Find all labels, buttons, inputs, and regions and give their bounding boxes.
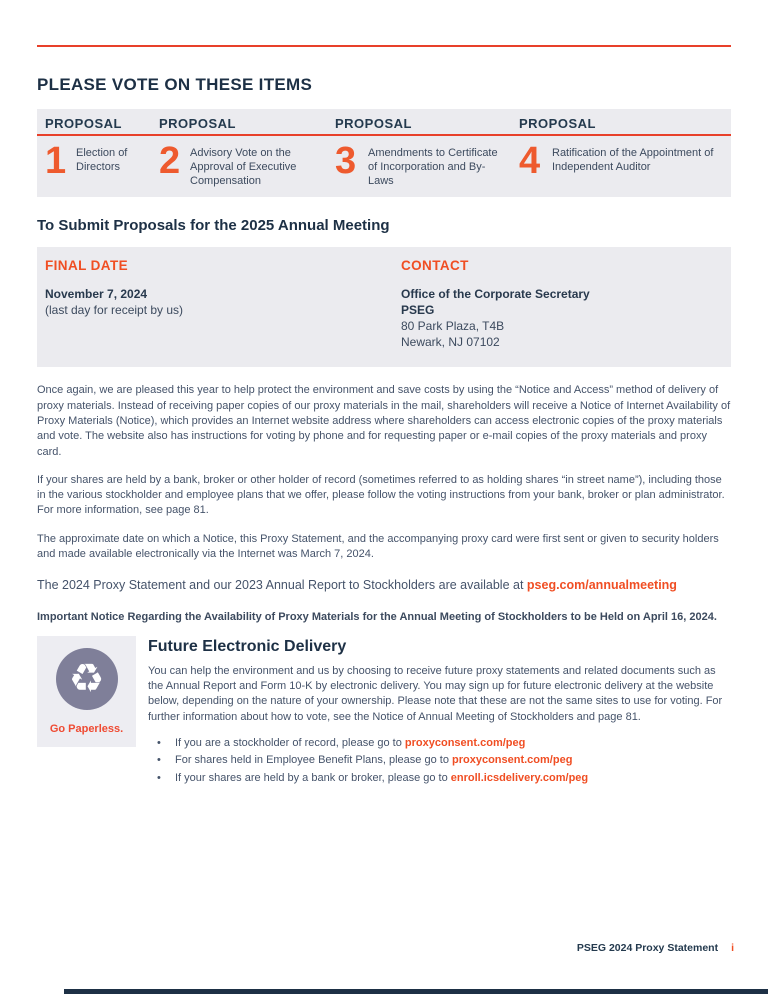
proposal-number: 4 [519,140,541,182]
proposal-number: 2 [159,140,181,182]
bullet-stockholder-of-record: • If you are a stockholder of record, please go to proxyconsent.com/peg [148,735,731,753]
proposals-box [37,109,731,197]
proposal-label: Ratification of the Appointment of Independent Auditor [552,147,714,173]
contact-office-line: Office of the Corporate Secretary [401,287,590,302]
go-paperless-label: Go Paperless. [49,722,124,735]
contact-header: CONTACT [401,258,469,274]
bullet-employee-benefit-plans: • For shares held in Employee Benefit Plans, please go to proxyconsent.com/peg [148,752,731,770]
future-electronic-delivery-content [136,636,731,788]
contact-address-line: 80 Park Plaza, T4B [401,319,505,334]
contact-company-line: PSEG [401,303,435,318]
page-footer [577,942,734,954]
proposals-header-row [37,114,731,136]
contact-column [401,258,731,350]
icsdelivery-link[interactable]: enroll.icsdelivery.com/peg [450,771,589,784]
proposal-column-header: PROPOSAL [159,116,236,131]
submit-info-box [37,247,731,367]
bottom-footer-bar [64,989,768,994]
future-electronic-delivery-title: Future Electronic Delivery [148,637,347,655]
vote-section-title: PLEASE VOTE ON THESE ITEMS [37,75,313,94]
future-electronic-delivery-paragraph: You can help the environment and us by choosing to receive future proxy statements and related documents such as the Annual Report and Form 10-K by electronic delivery. You may sign up for future electronic delivery at the website below, depending on the nature of your ownership. Please note that these are not the same sites to use for voting. For further information about how to vote, see the Notice of Annual Meeting of Stockholders and page 81. [148,664,723,723]
availability-line [37,578,731,592]
proposal-label: Amendments to Certificate of Incorporation and By-Laws [368,147,498,187]
annual-meeting-link[interactable]: pseg.com/annualmeeting [526,578,677,593]
footer-page-number: i [731,942,734,954]
proposal-number: 3 [335,140,357,182]
proposal-item-4 [519,140,731,188]
proposal-label: Advisory Vote on the Approval of Executive Compensation [190,147,297,187]
availability-text: The 2024 Proxy Statement and our 2023 Annual Report to Stockholders are available at [37,578,527,593]
final-date-column [45,258,401,350]
recycle-icon: ♻ [56,648,118,710]
proposals-row [37,140,731,188]
street-name-paragraph: If your shares are held by a bank, broker or other holder of record (sometimes referred to as holding shares “in street name”), including those in the various stockholder and employee plans that we offer, please follow the voting instructions from your bank, broker or plan administrator. For more information, see page 81. [37,473,725,517]
proposal-label: Election of Directors [76,147,128,173]
approximate-date-paragraph: The approximate date on which a Notice, this Proxy Statement, and the accompanying proxy card were first sent or given to security holders and made available electronically via the Internet was March 7, 2024. [37,532,719,561]
top-divider-rule [37,45,731,47]
proxyconsent-link[interactable]: proxyconsent.com/peg [452,754,573,767]
proposal-item-2 [159,140,335,188]
notice-access-paragraph: Once again, we are pleased this year to help protect the environment and save costs by using the “Notice and Access” method of delivery of proxy materials. Instead of receiving paper copies of our proxy materials in the mail, shareholders will receive a Notice of Internet Availability of Proxy Materials (Notice), which provides an Internet website address where shareholders can access electronic copies of the proxy materials and vote. The website also has instructions for voting by phone and for requesting paper or e-mail copies of the proxy materials and proxy card. [37,384,731,458]
final-date-value: November 7, 2024 [45,287,148,302]
proposal-item-1 [45,140,159,188]
submit-proposals-title: To Submit Proposals for the 2025 Annual Meeting [37,217,390,235]
proposal-column-header: PROPOSAL [519,116,596,131]
footer-document-title: PSEG 2024 Proxy Statement [576,942,719,954]
final-date-note: (last day for receipt by us) [45,303,184,318]
future-electronic-delivery-section [37,636,731,788]
bullet-bank-or-broker: • If your shares are held by a bank or broker, please go to enroll.icsdelivery.com/peg [148,770,731,788]
important-notice: Important Notice Regarding the Availability of Proxy Materials for the Annual Meeting of Stockholders to be Held on April 16, 2024. [37,611,717,624]
proposal-item-3 [335,140,519,188]
proxyconsent-link[interactable]: proxyconsent.com/peg [404,736,526,749]
final-date-header: FINAL DATE [45,258,128,274]
contact-city-line: Newark, NJ 07102 [401,335,500,350]
electronic-delivery-bullet-list [148,735,731,788]
proposal-number: 1 [45,140,67,182]
proposal-column-header: PROPOSAL [335,116,412,131]
proposal-column-header: PROPOSAL [45,116,122,131]
go-paperless-panel [37,636,136,747]
